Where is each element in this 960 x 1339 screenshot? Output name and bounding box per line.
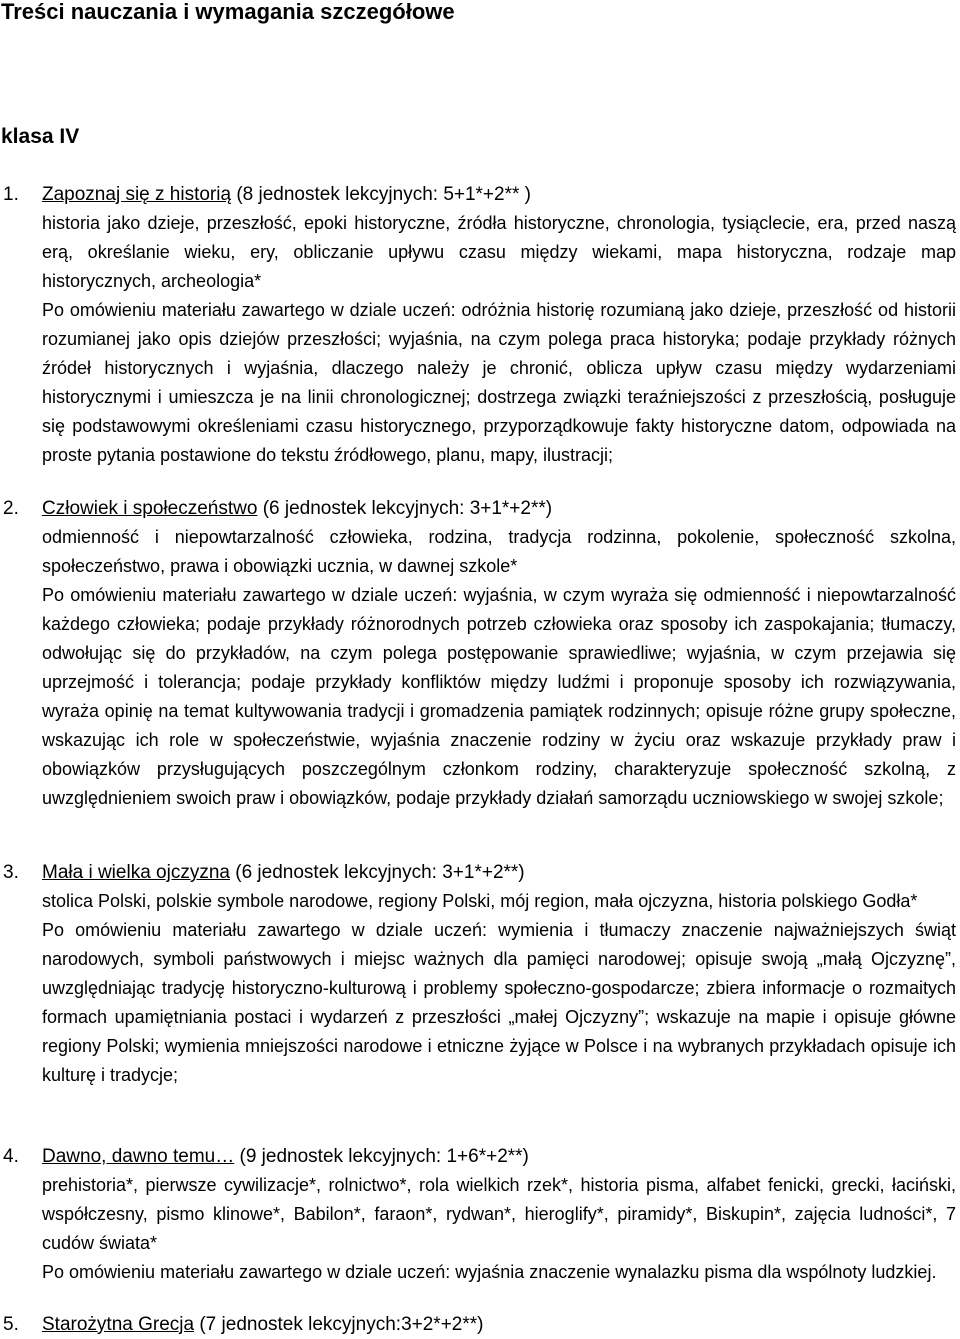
section-topics: historia jako dzieje, przeszłość, epoki historyczne, źródła historyczne, chronologia, tysiąclecie, era, przed naszą erą, określanie wieku, ery, obliczanie upływu czasu między wiekami, mapa historyczna, rodzaje map historycznych, archeologia*: [42, 213, 956, 291]
section-title: Zapoznaj się z historią: [42, 184, 232, 205]
section-title: Starożytna Grecja: [42, 1314, 195, 1335]
section-title: Dawno, dawno temu…: [42, 1146, 235, 1167]
section-heading: [0, 1310, 958, 1339]
section-number: 2.: [3, 498, 19, 519]
section-item: [0, 494, 958, 813]
section-number: 1.: [3, 184, 19, 205]
section-number: 3.: [3, 862, 19, 883]
section-topics: odmienność i niepowtarzalność człowieka, rodzina, tradycja rodzinna, pokolenie, społeczność szkolna, społeczeństwo, prawa i obowiązki ucznia, w dawnej szkole*: [42, 527, 956, 576]
section-item: [0, 858, 958, 1090]
section-heading: [0, 494, 958, 523]
section-requirements: Po omówieniu materiału zawartego w dziale uczeń: odróżnia historię rozumianą jako dzieje, przeszłość od historii rozumianej jako opis dziejów przeszłości; wyjaśnia, na czym polega praca historyka; podaje przykłady różnych źródeł historycznych i wyjaśnia, dlaczego należy je chronić, oblicza upływ czasu między wydarzeniami historycznymi i umieszcza je na linii chronologicznej; dostrzega związki teraźniejszości z przeszłością, posługuje się podstawowymi określeniami czasu historycznego, przyporządkowuje fakty historyczne datom, odpowiada na proste pytania postawione do tekstu źródłowego, planu, mapy, ilustracji;: [42, 300, 956, 465]
section-number: 4.: [3, 1146, 19, 1167]
section-heading: [0, 180, 958, 209]
section-item: [0, 180, 958, 470]
section-title: Mała i wielka ojczyzna: [42, 862, 230, 883]
section-heading: [0, 1142, 958, 1171]
section-number: 5.: [3, 1314, 19, 1335]
section-units: (6 jednostek lekcyjnych: 3+1*+2**): [257, 498, 553, 519]
section-requirements: Po omówieniu materiału zawartego w dziale uczeń: wyjaśnia znaczenie wynalazku pisma dla wspólnoty ludzkiej.: [42, 1262, 937, 1282]
section-item: [0, 1142, 958, 1287]
page-title: Treści nauczania i wymagania szczegółowe: [1, 0, 455, 24]
section-title: Człowiek i społeczeństwo: [42, 498, 258, 519]
section-units: (7 jednostek lekcyjnych:3+2*+2**): [194, 1314, 484, 1335]
section-item: [0, 1310, 958, 1339]
section-units: (6 jednostek lekcyjnych: 3+1*+2**): [229, 862, 525, 883]
section-topics: stolica Polski, polskie symbole narodowe, regiony Polski, mój region, mała ojczyzna, historia polskiego Godła*: [42, 891, 918, 911]
section-units: (9 jednostek lekcyjnych: 1+6*+2**): [234, 1146, 529, 1167]
section-topics: prehistoria*, pierwsze cywilizacje*, rolnictwo*, rola wielkich rzek*, historia pisma, alfabet fenicki, grecki, łaciński, współczesny, pismo klinowe*, Babilon*, faraon*, rydwan*, hieroglify*, piramidy*, Biskupin*, zajęcia ludności*, 7 cudów świata*: [42, 1175, 956, 1253]
class-label: klasa IV: [1, 125, 80, 148]
section-units: (8 jednostek lekcyjnych: 5+1*+2** ): [231, 184, 531, 205]
section-heading: [0, 858, 958, 887]
section-requirements: Po omówieniu materiału zawartego w dziale uczeń: wyjaśnia, w czym wyraża się odmienność i niepowtarzalność każdego człowieka; podaje przykłady różnorodnych potrzeb człowieka oraz sposoby ich zaspokajania; tłumaczy, odwołując się do przykładów, na czym polega postępowanie sprawiedliwe; wyjaśnia, w czym przejawia się uprzejmość i tolerancja; podaje przykłady konfliktów między ludźmi i proponuje sposoby ich rozwiązywania, wyraża opinię na temat kultywowania tradycji i gromadzenia pamiątek rodzinnych; opisuje różne grupy społeczne, wskazując ich role w społeczeństwie, wyjaśnia znaczenie rodziny w życiu oraz wskazuje przykłady praw i obowiązków przysługujących poszczególnym członkom rodziny, charakteryzuje społeczność szkolną, z uwzględnieniem swoich praw i obowiązków, podaje przykłady działań samorządu uczniowskiego w swojej szkole;: [42, 585, 956, 808]
section-requirements: Po omówieniu materiału zawartego w dziale uczeń: wymienia i tłumaczy znaczenie najważniejszych świąt narodowych, symboli państwowych i miejsc ważnych dla pamięci narodowej; opisuje swoją „małą Ojczyznę”, uwzględniając tradycję historyczno-kulturową i problemy społeczno-gospodarcze; zbiera informacje o rozmaitych formach upamiętniania postaci i wydarzeń z przeszłości „małej Ojczyzny”; wskazuje na mapie i opisuje główne regiony Polski; wymienia mniejszości narodowe i etniczne żyjące w Polsce i na wybranych przykładach opisuje ich kulturę i tradycje;: [42, 920, 956, 1085]
